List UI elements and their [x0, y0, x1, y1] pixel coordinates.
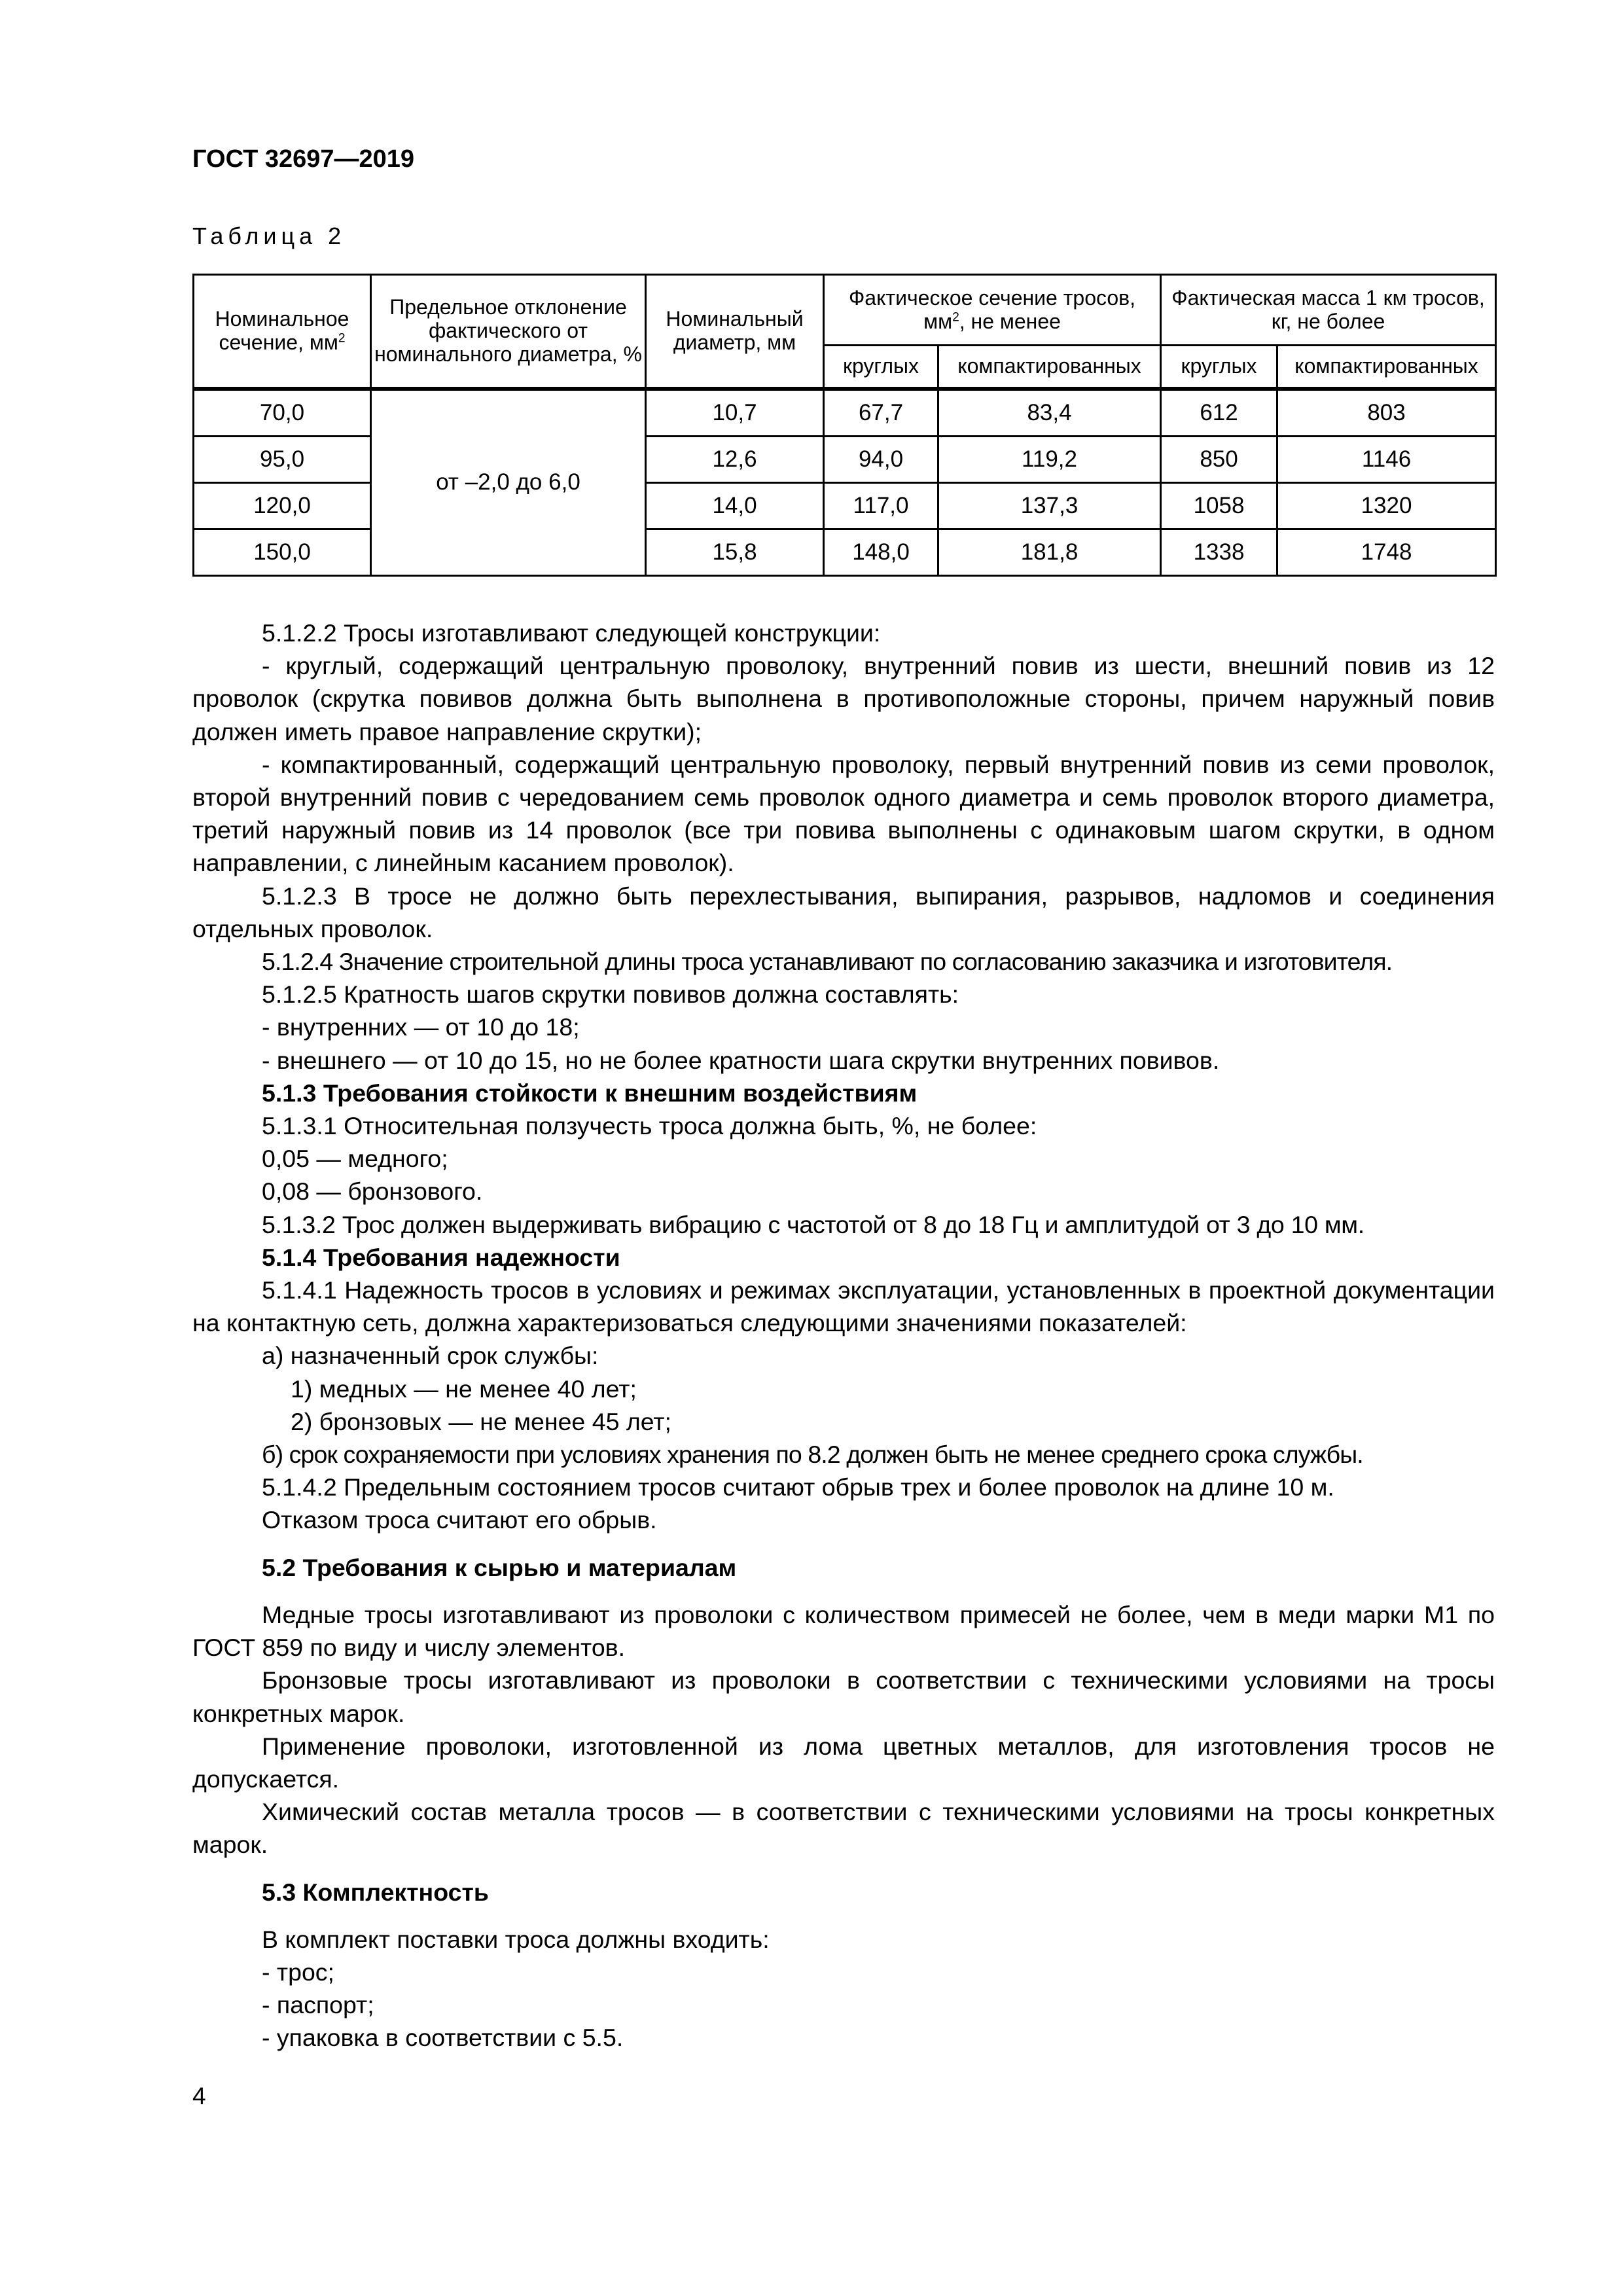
cell-section-compacted: 83,4 [938, 389, 1161, 437]
cell-deviation: от –2,0 до 6,0 [371, 389, 646, 576]
list-item: 2) бронзовых — не менее 45 лет; [291, 1407, 671, 1435]
cell-mass-round: 850 [1161, 436, 1277, 482]
table-row [194, 389, 1496, 437]
cell-section: 120,0 [194, 482, 371, 529]
header-mass-compacted: компактированных [1277, 346, 1496, 389]
paragraph: 0,08 — бронзового. [262, 1177, 483, 1206]
cell-section: 70,0 [194, 389, 371, 437]
page-number: 4 [192, 2083, 206, 2109]
section-heading: 5.3 Комплектность [262, 1878, 489, 1906]
header-nominal-diameter: Номинальный диаметр, мм [646, 275, 824, 389]
paragraph: - внешнего — от 10 до 15, но не более кратности шага скрутки внутренних повивов. [262, 1046, 1220, 1074]
list-item: - упаковка в соответствии с 5.5. [262, 2024, 624, 2052]
header-section-round: круглых [824, 346, 938, 389]
cell-diameter: 14,0 [646, 482, 824, 529]
paragraph: 5.1.3.1 Относительная ползучесть троса должна быть, %, не более: [262, 1112, 1037, 1140]
paragraph: Отказом троса считают его обрыв. [262, 1506, 657, 1534]
paragraph: 5.1.3.2 Трос должен выдерживать вибрацию с частотой от 8 до 18 Гц и амплитудой от 3 до 10 мм. [262, 1210, 1364, 1238]
cell-mass-round: 1058 [1161, 482, 1277, 529]
cell-mass-compacted: 1748 [1277, 529, 1496, 575]
header-actual-mass: Фактическая масса 1 км тросов, кг, не более [1161, 275, 1496, 346]
header-deviation: Предельное отклонение фактического от номинального диаметра, % [371, 275, 646, 389]
paragraph: Бронзовые тросы изготавливают из проволоки в соответствии с техническими условиями на тросы конкретных марок. [192, 1666, 1495, 1727]
cell-diameter: 15,8 [646, 529, 824, 575]
cell-diameter: 12,6 [646, 436, 824, 482]
cell-section: 95,0 [194, 436, 371, 482]
paragraph: 5.1.4.2 Предельным состоянием тросов считают обрыв трех и более проволок на длине 10 м. [262, 1473, 1334, 1501]
header-mass-round: круглых [1161, 346, 1277, 389]
paragraph: 5.1.2.5 Кратность шагов скрутки повивов должна составлять: [262, 980, 959, 1009]
paragraph: а) назначенный срок службы: [262, 1342, 599, 1370]
cell-mass-round: 1338 [1161, 529, 1277, 575]
cell-section-compacted: 119,2 [938, 436, 1161, 482]
header-section-compacted: компактированных [938, 346, 1161, 389]
paragraph: 5.1.2.2 Тросы изготавливают следующей конструкции: [262, 619, 881, 647]
paragraph: Химический состав металла тросов — в соответствии с техническими условиями на тросы конкретных марок. [192, 1798, 1495, 1859]
cell-diameter: 10,7 [646, 389, 824, 437]
cell-section: 150,0 [194, 529, 371, 575]
header-actual-section: Фактическое сечение тросов, $мм^2$, не менее [824, 275, 1161, 346]
cell-mass-round: 612 [1161, 389, 1277, 437]
paragraph: 5.1.4.1 Надежность тросов в условиях и режимах эксплуатации, установленных в проектной документации на контактную сеть, должна характеризоваться следующими значениями показателей: [192, 1276, 1495, 1337]
paragraph: 5.1.2.3 В тросе не должно быть перехлестывания, выпирания, разрывов, надломов и соединения отдельных проволок. [192, 882, 1495, 942]
cell-mass-compacted: 1146 [1277, 436, 1496, 482]
paragraph: - компактированный, содержащий центральную проволоку, первый внутренний повив из семи проволок, второй внутренний повив с чередованием семь проволок одного диаметра и семь проволок второго диаметра, третий наружный повив из 14 проволок (все три повива выполнены с одинаковым шагом скрутки, в одном направлении, с линейным касанием проволок). [192, 750, 1495, 877]
list-item: 1) медных — не менее 40 лет; [291, 1374, 637, 1403]
cell-section-round: 117,0 [824, 482, 938, 529]
section-heading: 5.1.3 Требования стойкости к внешним воздействиям [262, 1079, 918, 1107]
document-code: ГОСТ 32697—2019 [192, 145, 415, 173]
table-caption: Таблица 2 [192, 223, 346, 249]
body-text [192, 617, 1495, 2054]
cell-section-round: 94,0 [824, 436, 938, 482]
paragraph: Применение проволоки, изготовленной из лома цветных металлов, для изготовления тросов не допускается. [192, 1732, 1495, 1793]
paragraph: б) срок сохраняемости при условиях хранения по 8.2 должен быть не менее среднего срока службы. [262, 1441, 1363, 1469]
list-item: - трос; [262, 1958, 334, 1986]
paragraph: В комплект поставки троса должны входить: [262, 1925, 770, 1953]
paragraph: 5.1.2.4 Значение строительной длины троса устанавливают по согласованию заказчика и изготовителя. [262, 948, 1393, 976]
paragraph: Медные тросы изготавливают из проволоки с количеством примесей не более, чем в меди марки М1 по ГОСТ 859 по виду и числу элементов. [192, 1600, 1495, 1662]
paragraph: 0,05 — медного; [262, 1145, 448, 1173]
paragraph: - внутренних — от 10 до 18; [262, 1013, 580, 1041]
cell-section-compacted: 137,3 [938, 482, 1161, 529]
data-table [192, 274, 1497, 577]
cell-mass-compacted: 803 [1277, 389, 1496, 437]
section-heading: 5.2 Требования к сырью и материалам [262, 1553, 737, 1581]
paragraph: - круглый, содержащий центральную проволоку, внутренний повив из шести, внешний повив из 12 проволок (скрутка повивов должна быть выполнена в противоположные стороны, причем наружный повив должен иметь правое направление скрутки); [192, 652, 1495, 745]
list-item: - паспорт; [262, 1991, 374, 2019]
cell-section-compacted: 181,8 [938, 529, 1161, 575]
section-heading: 5.1.4 Требования надежности [262, 1243, 620, 1271]
header-nominal-section: Номинальное сечение, $мм^2$ [194, 275, 371, 389]
cell-mass-compacted: 1320 [1277, 482, 1496, 529]
cell-section-round: 148,0 [824, 529, 938, 575]
cell-section-round: 67,7 [824, 389, 938, 437]
